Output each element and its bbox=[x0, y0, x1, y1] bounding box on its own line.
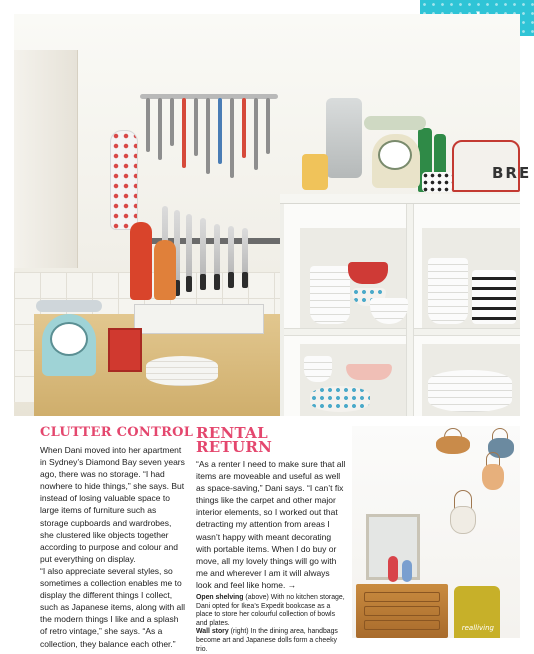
wooden-dresser bbox=[356, 584, 448, 638]
caption-open-shelving bbox=[196, 594, 346, 628]
caption-label: Wall story bbox=[196, 628, 229, 636]
red-tin bbox=[108, 328, 142, 372]
caption-qualifier: (above) bbox=[245, 594, 269, 602]
striped-bowl-stack bbox=[472, 270, 516, 324]
red-bowl-stack bbox=[348, 262, 388, 284]
knife bbox=[186, 214, 192, 278]
caption-text: In the dining area, handbags become art and Japanese dolls form a cheeky trio. bbox=[196, 628, 338, 653]
caption-label: Open shelving bbox=[196, 594, 244, 602]
dining-area-photo bbox=[352, 426, 520, 638]
plate-stack bbox=[146, 356, 218, 386]
utensil bbox=[230, 98, 234, 178]
knife bbox=[200, 218, 206, 276]
shelf-top bbox=[280, 194, 520, 204]
article-body-middle bbox=[196, 458, 346, 591]
dotted-plate-stack bbox=[310, 386, 370, 412]
serving-platter-stack bbox=[428, 370, 512, 412]
pink-plate bbox=[346, 364, 392, 380]
white-bowl-stack bbox=[310, 266, 350, 324]
pepper-mill bbox=[154, 240, 176, 300]
polka-dot-canister bbox=[422, 172, 452, 192]
article-column-left bbox=[40, 425, 194, 650]
green-scale bbox=[364, 116, 426, 190]
utensil bbox=[194, 98, 198, 156]
photo-credit: realliving bbox=[461, 624, 494, 632]
utensil bbox=[146, 98, 150, 152]
utensil bbox=[158, 98, 162, 160]
heading-rental-return bbox=[196, 426, 346, 454]
caption-text: With no kitchen storage, Dani opted for Ikea’s Expedit bookcase as a place to store her colourful collection of bowls and plates. bbox=[196, 594, 345, 627]
shelf-board bbox=[284, 328, 520, 336]
utensil bbox=[182, 98, 186, 168]
knife bbox=[228, 226, 234, 274]
wall-cabinet bbox=[14, 50, 78, 268]
knife bbox=[242, 228, 248, 274]
paragraph: “I also appreciate several styles, so sometimes a collection enables me to display the different things I collect, such as Japanese items, along with all the modern things I like and a splash of retro vintage,” she says. “As a collection, they balance each other.” bbox=[40, 565, 186, 649]
stove bbox=[134, 304, 264, 334]
utensil bbox=[242, 98, 246, 158]
handbag bbox=[482, 464, 504, 490]
heading-clutter-control: CLUTTER CONTROL bbox=[40, 425, 194, 440]
paragraph-text: “As a renter I need to make sure that all items are moveable and useful as well as space-saving,” Dani says. “I can’t fix things like the carpet and other major interior elements, so I worked out that detracting my attention from areas I wasn’t happy with meant decorating with portable items. When I do buy or move, all my lovely things will go with me and wherever I am it will always look and feel like home. bbox=[196, 459, 346, 590]
handbag bbox=[450, 506, 476, 534]
knife bbox=[214, 224, 220, 276]
utensil bbox=[266, 98, 270, 154]
cup bbox=[304, 356, 332, 382]
caption-wall-story bbox=[196, 628, 346, 654]
pepper-mill bbox=[130, 222, 152, 300]
jar bbox=[302, 154, 328, 190]
bread-bin-text: BRE bbox=[492, 164, 532, 182]
utensil bbox=[218, 98, 222, 164]
oven-mitt bbox=[110, 130, 138, 230]
heading-line: RENTAL bbox=[196, 424, 268, 442]
blender bbox=[326, 98, 362, 178]
heading-line: RETURN bbox=[196, 438, 273, 456]
article-body-left bbox=[40, 444, 186, 650]
utensil bbox=[254, 98, 258, 170]
utensil bbox=[170, 98, 174, 146]
caption-qualifier: (right) bbox=[230, 628, 249, 636]
japanese-doll bbox=[388, 556, 398, 582]
paragraph bbox=[196, 458, 346, 591]
kitchen-photo bbox=[14, 14, 532, 416]
japanese-doll bbox=[402, 560, 412, 582]
article-column-middle bbox=[196, 426, 346, 654]
utensil bbox=[206, 98, 210, 174]
handbag bbox=[436, 436, 470, 454]
white-bowl-stack bbox=[428, 258, 468, 324]
paragraph: When Dani moved into her apartment in Sydney’s Diamond Bay seven years ago, there was no storage. “I had nowhere to hide things,” she says. But instead of losing valuable space to large items of furniture such as storage cupboards and wardrobes, she clustered like objects together according to purpose and colour and put everything on display. bbox=[40, 445, 185, 564]
continue-arrow-icon: → bbox=[287, 579, 297, 590]
blue-kitchen-scale bbox=[36, 300, 102, 386]
